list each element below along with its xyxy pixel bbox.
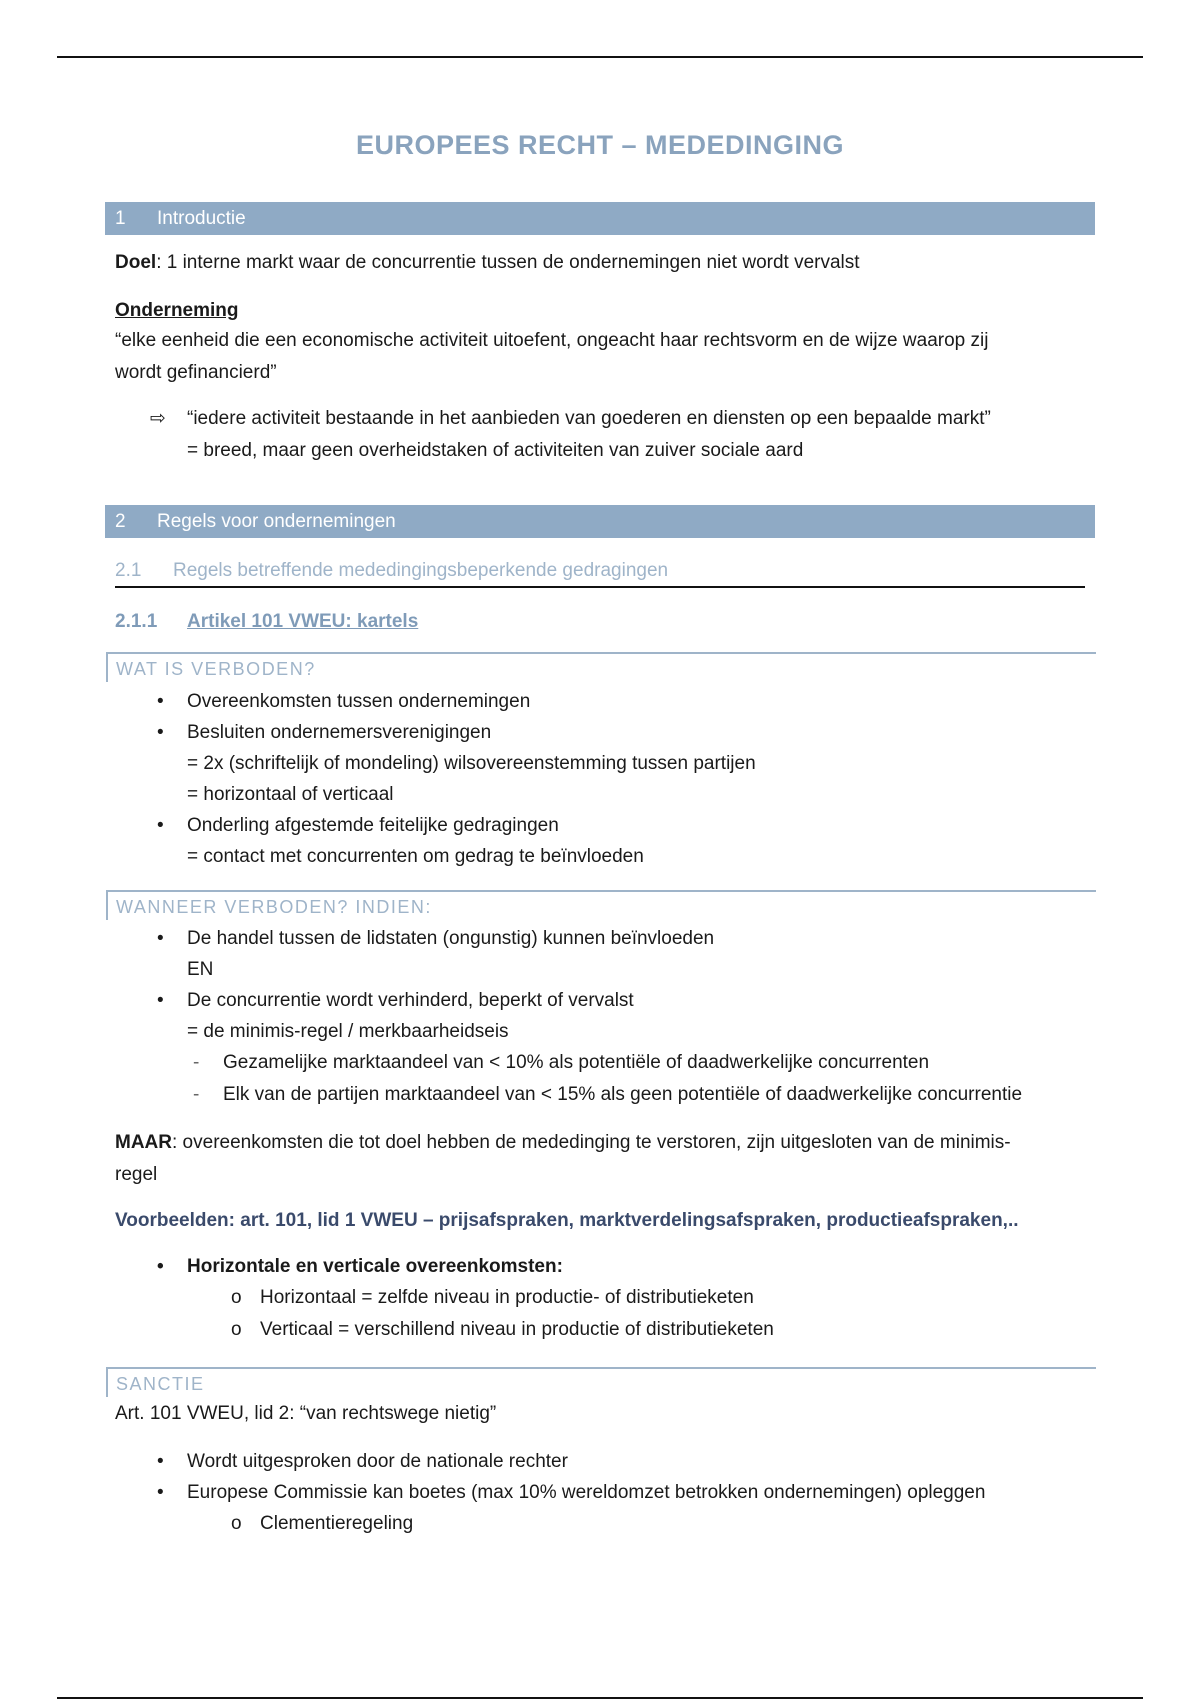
doel-text: : 1 interne markt waar de concurrentie tussen de ondernemingen niet wordt vervalst: [156, 252, 860, 273]
bottom-rule: [57, 1697, 1143, 1699]
sub-item-text: Verticaal = verschillend niveau in productie of distributieketen: [260, 1319, 774, 1340]
list-continuation: = contact met concurrenten om gedrag te beïnvloeden: [187, 846, 644, 867]
section-number: 1: [115, 208, 126, 229]
bullet-icon: •: [157, 815, 164, 836]
wat-is-verboden-label: WAT IS VERBODEN?: [106, 652, 1096, 682]
overeenkomsten-list: [115, 1251, 774, 1346]
list-item: [115, 1251, 774, 1282]
doel-paragraph: [115, 247, 860, 279]
list-item: [115, 686, 756, 717]
list-item: [115, 923, 1022, 954]
section-1-heading: [105, 202, 1095, 235]
list-item-text: Overeenkomsten tussen ondernemingen: [187, 691, 531, 712]
circle-bullet-icon: o: [231, 1287, 242, 1308]
list-item-text: Wordt uitgesproken door de nationale rechter: [187, 1451, 568, 1472]
dash-item: [115, 1079, 1022, 1111]
subsection-number: 2.1: [115, 560, 142, 581]
subsection-2-1-heading: [115, 560, 1085, 588]
top-rule: [57, 56, 1143, 58]
sub-item: [115, 1282, 774, 1314]
list-item: [115, 717, 756, 748]
section-label: Introductie: [157, 208, 246, 229]
circle-bullet-icon: o: [231, 1319, 242, 1340]
list-item-text: Besluiten ondernemersverenigingen: [187, 722, 492, 743]
list-item: [115, 1477, 985, 1508]
list-item-text: Onderling afgestemde feitelijke gedragingen: [187, 815, 559, 836]
subsection-2-1-1-heading: [115, 611, 418, 633]
wanneer-verboden-label: WANNEER VERBODEN? INDIEN:: [106, 890, 1096, 920]
section-label: Regels voor ondernemingen: [157, 511, 396, 532]
list-item: [115, 1446, 985, 1477]
sanctie-line: Art. 101 VWEU, lid 2: “van rechtswege nietig”: [115, 1403, 497, 1424]
activity-line-1: “iedere activiteit bestaande in het aanbieden van goederen en diensten op een bepaalde markt”: [187, 408, 991, 429]
sub-item: [115, 1314, 774, 1346]
sub-item-text: Clementieregeling: [260, 1513, 414, 1534]
list-item: [115, 985, 1022, 1016]
section-2-heading: [105, 505, 1095, 538]
bullet-icon: •: [157, 1482, 164, 1503]
list-item: [115, 810, 756, 841]
bullet-icon: •: [157, 722, 164, 743]
list-item-text: De concurrentie wordt verhinderd, beperkt of vervalst: [187, 990, 634, 1011]
sub-item-text: Horizontaal = zelfde niveau in productie- of distributieketen: [260, 1287, 754, 1308]
maar-text: : overeenkomsten die tot doel hebben de mededinging te verstoren, zijn uitgesloten van de minimis-: [172, 1132, 1011, 1153]
list-continuation: = 2x (schriftelijk of mondeling) wilsovereenstemming tussen partijen: [187, 753, 756, 774]
list-continuation: = horizontaal of verticaal: [187, 784, 394, 805]
dash-item-text: Gezamelijke marktaandeel van < 10% als potentiële of daadwerkelijke concurrenten: [223, 1052, 930, 1073]
bullet-icon: •: [157, 990, 164, 1011]
maar-paragraph: [115, 1127, 1011, 1159]
verboden-list: [115, 686, 756, 872]
arrow-icon: ⇨: [150, 408, 166, 429]
definition-line-2: wordt gefinancierd”: [115, 362, 277, 383]
list-continuation: = de minimis-regel / merkbaarheidseis: [187, 1021, 509, 1042]
dash-icon: -: [193, 1052, 200, 1073]
activity-line-2: = breed, maar geen overheidstaken of activiteiten van zuiver sociale aard: [187, 440, 804, 461]
bullet-icon: •: [157, 1256, 164, 1277]
wanneer-list: [115, 923, 1022, 1111]
list-item-text: Horizontale en verticale overeenkomsten:: [187, 1256, 563, 1277]
dash-item-text: Elk van de partijen marktaandeel van < 15% als geen potentiële of daadwerkelijke concurrentie: [223, 1084, 1023, 1105]
dash-item: [115, 1047, 1022, 1079]
doel-label: Doel: [115, 252, 157, 273]
list-item-text: De handel tussen de lidstaten (ongunstig) kunnen beïnvloeden: [187, 928, 715, 949]
section-number: 2: [115, 511, 126, 532]
document-title: EUROPEES RECHT – MEDEDINGING: [355, 130, 845, 160]
list-item-text: Europese Commissie kan boetes (max 10% wereldomzet betrokken ondernemingen) opleggen: [187, 1482, 986, 1503]
dash-icon: -: [193, 1084, 200, 1105]
bullet-icon: •: [157, 1451, 164, 1472]
circle-bullet-icon: o: [231, 1513, 242, 1534]
list-continuation: EN: [187, 959, 214, 980]
maar-line-2: regel: [115, 1164, 158, 1185]
bullet-icon: •: [157, 928, 164, 949]
sanctie-list: [115, 1446, 985, 1540]
sub-item: [115, 1508, 985, 1540]
bullet-icon: •: [157, 691, 164, 712]
maar-label: MAAR: [115, 1132, 172, 1153]
definition-line-1: “elke eenheid die een economische activiteit uitoefent, ongeacht haar rechtsvorm en de wijze waarop zij: [115, 330, 989, 351]
onderneming-heading: Onderneming: [115, 300, 239, 321]
subsection-number: 2.1.1: [115, 611, 158, 632]
subsection-label: Regels betreffende mededingingsbeperkende gedragingen: [173, 560, 669, 581]
voorbeelden-line: Voorbeelden: art. 101, lid 1 VWEU – prijsafspraken, marktverdelingsafspraken, productieafspraken,..: [115, 1210, 1019, 1231]
sanctie-label: SANCTIE: [106, 1367, 1096, 1397]
artikel-101-link[interactable]: Artikel 101 VWEU: kartels: [187, 611, 419, 632]
